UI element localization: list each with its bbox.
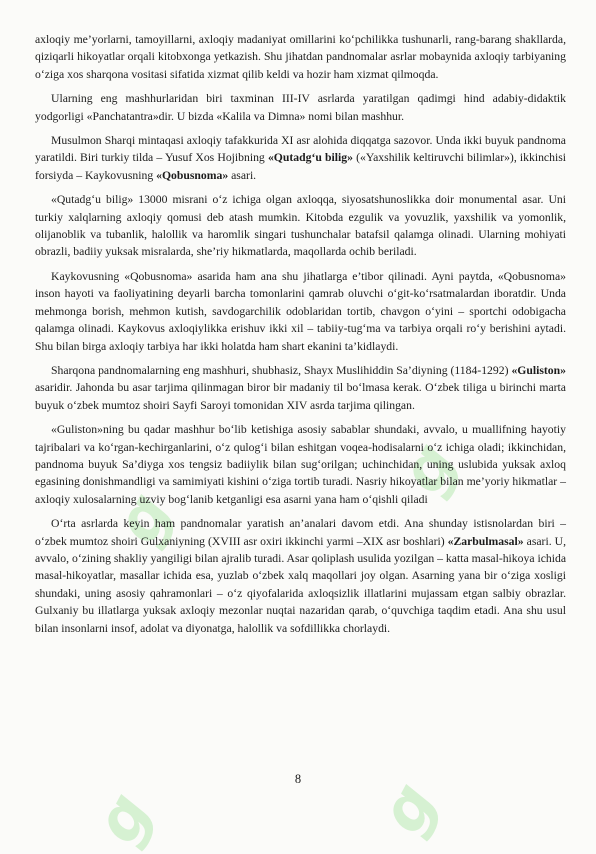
book-title: «Qobusnoma» [156, 168, 229, 182]
watermark-logo: g [385, 430, 471, 505]
watermark-logo: g [365, 770, 451, 845]
paragraph: Kaykovusning «Qobusnoma» asarida ham ana shu jihatlarga e’tibor qilinadi. Ayni paytda, «Qobusnoma» inson hayoti va faoliyatining deyarli barcha tomonlarini qamrab oluvchi o‘git-ko‘rsatmalardan iboratdir. Unda mehmonga borish, mehmon kutish, savdogarchilik odoblaridan tortib, chavgon o‘yini – sportchi odobigacha qalamga olinadi. Kaykovus axloqiylikka erishuv ikki xil – tabiiy-tug‘ma va tarbiya orqali ro‘y berishini aytadi. Shu bilan birga axloqiy tarbiya har ikki holatda ham shart ekanini ta’kidlaydi. [35, 269, 566, 353]
book-title: «Guliston» [511, 363, 566, 377]
page-body [35, 31, 566, 644]
book-title: «Zarbulmasal» [447, 534, 524, 548]
paragraph: O‘rta asrlarda keyin ham pandnomalar yaratish an’analari davom etdi. Ana shunday istisnolardan biri – o‘zbek mumtoz shoiri Gulxaniyning (XVIII asr oxiri ikkinchi yarmi –XIX asr boshlari) «Zarbulmasal» asari. U, avvalo, o‘zining shakliy yangiligi bilan ajralib turadi. Asar qoliplash usulida yozilgan – katta masal-hikoya ichida masal-hikoyatlar, masallar ichida esa, yuzlab o‘zbek xalq maqollari joy olgan. Asarning yana bir o‘ziga xosligi shundaki, uning asosiy qahramonlari – o‘z qiyofalarida axloqsizlik illatlarini mujassam etgan salbiy obrazlar. Gulxaniy bu illatlarga yuksak axloqiy mezonlar nuqtai nazaridan qarab, o‘quvchiga taqdim etadi. Ana shu usul bilan insonlarni insof, adolat va diyonatga, halollik va sofdillikka chorlaydi. [35, 517, 567, 635]
paragraph: Musulmon Sharqi mintaqasi axloqiy tafakkurida XI asr alohida diqqatga sazovor. Unda ikki buyuk pandnoma yaratildi. Biri turkiy tilda – Yusuf Xos Hojibning «Qutadg‘u bilig» («Yaxshilik keltiruvchi bilimlar»), ikkinchisi forsiyda – Kaykovusning «Qobusnoma» asari. [35, 134, 567, 182]
watermark-logo: g [80, 780, 166, 854]
paragraph: Sharqona pandnomalarning eng mashhuri, shubhasiz, Shayx Muslihiddin Sa’diyning (1184-1292) «Guliston» asaridir. Jahonda bu asar tarjima qilinmagan biror bir madaniy til bo‘lmasa kerak. O‘zbek tiliga u birinchi marta buyuk o‘zbek mumtoz shoiri Sayfi Saroyi tomonidan XIV asrda tarjima qilingan. [35, 363, 566, 412]
paragraph: axloqiy me’yorlarni, tamoyillarni, axloqiy madaniyat omillarini ko‘pchilikka tushunarli, rang-barang shakllarda, qiziqarli hikoyatlar orqali kitobxonga yetkazish. Shu jihatdan pandnomalar asrlar mobaynida axloqiy tarbiyaning o‘ziga xos sharqona vositasi sifatida xizmat qilib keldi va hozir ham xizmat qilmoqda. [35, 33, 566, 81]
paragraph: «Guliston»ning bu qadar mashhur bo‘lib ketishiga asosiy sabablar shundaki, avvalo, u muallifning hayotiy tajribalari va ko‘rgan-kechirganlarini, o‘z qulog‘i bilan eshitgan voqea-hodisalarni o‘z ichiga oladi; ikkinchidan, pandnoma buyuk Sa’diyga xos tengsiz badiiylik bilan sug‘orilgan; uchinchidan, uning uslubida yuksak axloq egasining donishmandligi va samimiyati kishini o‘ziga tortib turadi. Nasriy hikoyatlar bilan me’yoriy hikmatlar – axloqiy xulosalarning uzviy bog‘lanib ketganligi esa asarni yana ham o‘qishli qiladi [35, 423, 566, 506]
page-number: 8 [294, 772, 302, 786]
paragraph: «Qutadg‘u bilig» 13000 misrani o‘z ichiga olgan axloqqa, siyosatshunoslikka doir monumental asar. Uni turkiy xalqlarning axloqiy qomusi deb atash mumkin. Kitobda ezgulik va yovuzlik, yaxshilik va yomonlik, olijanoblik va tubanlik, halollik va haromlik singari tushunchalar batafsil qalamga olinadi. Ularning mohiyati obrazli, badiiy yuksak misralarda, she’riy hikmatlarda, maqollarda ochib beriladi. [35, 193, 566, 259]
book-title: «Qutadg‘u bilig» [267, 151, 353, 165]
paragraph: Ularning eng mashhurlaridan biri taxminan III-IV asrlarda yaratilgan qadimgi hind adabiy-didaktik yodgorligi «Panchatantra»dir. U bizda «Kalila va Dimna» nomi bilan mashhur. [35, 92, 566, 123]
watermark-logo: g [100, 480, 186, 555]
